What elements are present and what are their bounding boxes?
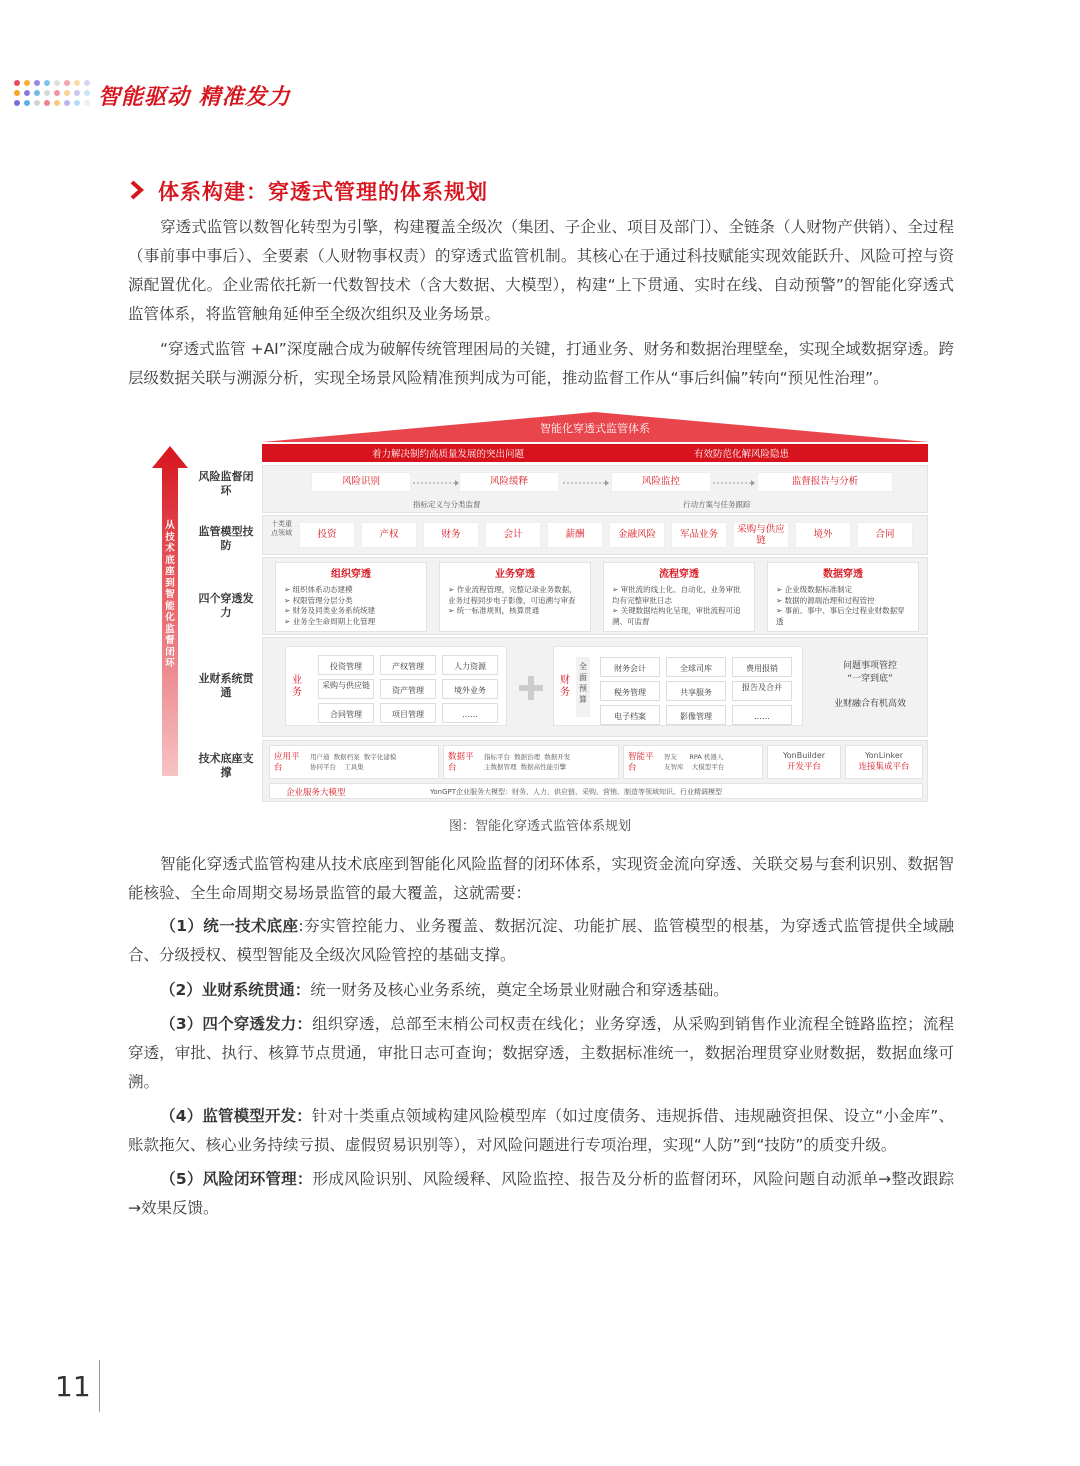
- paragraph-5: [128, 976, 954, 1005]
- tech-yonbuilder: [767, 745, 841, 779]
- page-divider: [99, 1360, 100, 1412]
- loop-step: 风险缓释: [459, 472, 559, 492]
- brand-dot: [64, 90, 70, 96]
- brand-dot: [84, 100, 90, 106]
- paragraph-1-text: 穿透式监管以数智化转型为引擎，构建覆盖全级次（集团、子企业、项目及部门）、全链条（人财物产供销）、全过程（事前事中事后）、全要素（人财物事权责）的穿透式监管机制。其核心在于通过科技赋能实现效能跃升、风险可控与资源配置优化。企业需依托新一代数智技术（含大数据、大模型），构建“上下贯通、实时在线、自动预警”的智能化穿透式监管体系，将监管触角延伸至全级次组织及业务场景。: [128, 218, 954, 323]
- domain-chip: 采购与供应链: [733, 522, 789, 548]
- page-number: 11: [55, 1370, 91, 1403]
- brand-dot: [44, 80, 50, 86]
- pillar-title: 组织穿透: [331, 569, 371, 580]
- item-label: （4）监管模型开发：: [160, 1107, 312, 1125]
- system-item: 全球司库: [666, 657, 726, 677]
- paragraph-6: [128, 1010, 954, 1097]
- chevron-right-icon: [128, 180, 146, 200]
- item-label: （3）四个穿透发力：: [160, 1015, 313, 1033]
- tech-name: 数据平台: [448, 752, 474, 773]
- row-label-tech: 技术底座支撑: [198, 752, 254, 779]
- brand-dots-logo: [14, 80, 92, 110]
- brand-dot: [24, 100, 30, 106]
- tech-name: YonLinker: [864, 751, 904, 760]
- paragraph-3-text: 智能化穿透式监管构建从技术底座到智能化风险监督的闭环体系，实现资金流向穿透、关联交易与套利识别、数据智能核验、全生命周期交易场景监管的最大覆盖，这就需要：: [128, 855, 954, 902]
- brand-dot: [44, 90, 50, 96]
- arrow-right-icon: [563, 480, 609, 486]
- pillar-text: ➢ 审批流的线上化、自动化，业务审批均有完整审批日志 ➢ 关键数据结构化呈现，审批流程可追溯、可监督: [612, 585, 741, 626]
- brand-dot: [14, 80, 20, 86]
- section-title: 体系构建：穿透式管理的体系规划: [158, 180, 488, 204]
- system-item: 费用报销: [732, 657, 792, 677]
- brand-dot: [74, 90, 80, 96]
- fin-budget: 全面预算: [576, 657, 590, 717]
- domain-chip: 薪酬: [547, 522, 603, 548]
- pillar-data: [767, 562, 919, 632]
- biz-label: 业务: [292, 675, 302, 698]
- brand-dot: [84, 90, 90, 96]
- brand-dot: [54, 80, 60, 86]
- loop-note: 指标定义与分类监督: [413, 500, 481, 509]
- system-item: 合同管理: [318, 703, 374, 723]
- pillar-flow: [603, 562, 755, 632]
- fin-label: 财务: [560, 675, 570, 698]
- loop-step: 监督报告与分析: [757, 472, 893, 492]
- tech-sub: 开发平台: [786, 762, 821, 772]
- pillar-text: ➢ 企业级数据标准制定 ➢ 数据的源端治理和过程管控 ➢ 事前、事中、事后全过程业财数据穿透: [776, 585, 905, 626]
- brand-dot: [14, 100, 20, 106]
- system-item: 报告及合并: [732, 681, 792, 701]
- pillar-text: ➢ 作业流程管理，完整记录业务数据，业务过程同步电子影像，可追溯与审查 ➢ 统一标准规则，核算贯通: [448, 585, 577, 615]
- paragraph-4: [128, 912, 954, 970]
- risk-loop-row: [262, 465, 928, 513]
- paragraph-7: [128, 1102, 954, 1160]
- system-item: 税务管理: [600, 681, 660, 701]
- brand-dot: [44, 100, 50, 106]
- tech-sub: 连接集成平台: [858, 762, 910, 772]
- brand-dot: [14, 90, 20, 96]
- brand-dot: [84, 80, 90, 86]
- tech-app-platform: [269, 745, 439, 779]
- system-item: 投资管理: [318, 655, 374, 675]
- model-text: YonGPT企业服务大模型：财务、人力、供应链、采购、营销、制造等领域知识、行业精调模型: [430, 788, 722, 796]
- system-item: 采购与供应链: [318, 679, 374, 699]
- loop-step: 风险识别: [311, 472, 411, 492]
- tech-items: 用户通 数据档案 数字化建模 协同平台 工具集: [310, 753, 397, 771]
- brand-dot: [54, 100, 60, 106]
- brand-dot: [54, 90, 60, 96]
- brand-dot: [34, 80, 40, 86]
- domain-chip: 合同: [857, 522, 913, 548]
- paragraph-2-text: “穿透式监管 +AI”深度融合成为破解传统管理困局的关键，打通业务、财务和数据治理壁垒，实现全域数据穿透。跨层级数据关联与溯源分析，实现全场景风险精准预判成为可能，推动监督工作从“事后纠偏”转向“预见性治理”。: [128, 340, 954, 387]
- item-label: （5）风险闭环管理：: [160, 1170, 313, 1188]
- pillar-biz: [439, 562, 591, 632]
- banner-right-text: 有效防范化解风险隐患: [694, 449, 790, 460]
- system-item: ……: [732, 705, 792, 725]
- biz-fin-row: [262, 637, 928, 737]
- diagram-goal-banner: [262, 444, 928, 462]
- item-label: （1）统一技术底座: [160, 917, 299, 935]
- tech-name: 应用平台: [274, 752, 300, 773]
- paragraph-2: [128, 335, 954, 393]
- system-item: 产权管理: [380, 655, 436, 675]
- item-text: 形成风险识别、风险缓释、风险监控、报告及分析的监督闭环，风险问题自动派单→整改跟踪→效果反馈。: [128, 1170, 954, 1217]
- system-item: 项目管理: [380, 703, 436, 723]
- brand-dot: [24, 90, 30, 96]
- ten-domains-label: 十类重点领域: [271, 520, 292, 537]
- brand-dot: [64, 100, 70, 106]
- brand-dot: [34, 90, 40, 96]
- paragraph-3: [128, 850, 954, 908]
- domain-chip: 投资: [299, 522, 355, 548]
- item-text: 组织穿透，总部至末梢公司权责在线化；业务穿透，从采购到销售作业流程全链路监控；流程穿透，审批、执行、核算节点贯通，审批日志可查询；数据穿透，主数据标准统一，数据治理贯穿业财数据，数据血缘可溯。: [128, 1015, 954, 1091]
- item-label: （2）业财系统贯通：: [160, 981, 311, 999]
- model-label: 企业服务大模型: [286, 788, 346, 798]
- figure-caption: 图：智能化穿透式监管体系规划: [448, 819, 631, 834]
- right-note: 问题事项管控: [842, 661, 897, 671]
- domain-chip: 产权: [361, 522, 417, 548]
- arrow-right-icon: [713, 480, 755, 486]
- system-item: 财务会计: [600, 657, 660, 677]
- pillar-title: 业务穿透: [495, 569, 535, 580]
- enterprise-model-bar: [269, 783, 923, 799]
- pillar-title: 流程穿透: [659, 569, 699, 580]
- system-item: 影像管理: [666, 705, 726, 725]
- brand-dot: [34, 100, 40, 106]
- item-text: :夯实管控能力、业务覆盖、数据沉淀、功能扩展、监管模型的根基，为穿透式监管提供全域融合、分级授权、模型智能及全级次风险管控的基础支撑。: [128, 917, 954, 964]
- tech-base-row: [262, 740, 928, 802]
- plus-icon: [519, 676, 543, 700]
- tech-name: YonBuilder: [782, 751, 826, 760]
- brand-dot: [24, 80, 30, 86]
- brand-dot: [64, 80, 70, 86]
- tech-yonlinker: [845, 745, 923, 779]
- diagram-top-title: 智能化穿透式监管体系: [540, 422, 650, 435]
- system-item: 人力资源: [442, 655, 498, 675]
- brand-dot: [74, 80, 80, 86]
- domain-chip: 金融风险: [609, 522, 665, 548]
- biz-systems: [285, 646, 507, 726]
- brand-slogan: 智能驱动 精准发力: [98, 85, 291, 110]
- pillar-text: ➢ 组织体系动态建模 ➢ 权限管理分层分类 ➢ 财务及同类业务系统统建 ➢ 业务全生命周期上化管理: [284, 585, 376, 626]
- pillar-title: 数据穿透: [823, 569, 863, 580]
- system-item: 共享服务: [666, 681, 726, 701]
- pillar-org: [275, 562, 427, 632]
- right-note: 业财融合有机高效: [833, 699, 906, 709]
- loop-step: 风险监控: [611, 472, 711, 492]
- item-text: 针对十类重点领域构建风险模型库（如过度债务、违规拆借、违规融资担保、设立“小金库”、账款拖欠、核心业务持续亏损、虚假贸易识别等），对风险问题进行专项治理，实现“人防”到“技防”的质变升级。: [128, 1107, 954, 1154]
- arrow-right-icon: [413, 480, 459, 486]
- tech-items: 智友 RPA 机器人 友智库 大模型平台: [664, 753, 725, 771]
- paragraph-8: [128, 1165, 954, 1223]
- domain-chip: 军品业务: [671, 522, 727, 548]
- banner-left-text: 着力解决制约高质量发展的突出问题: [372, 449, 525, 460]
- domain-chip: 财务: [423, 522, 479, 548]
- fin-systems: [553, 646, 803, 726]
- right-notes: [815, 660, 925, 711]
- brand-dot: [74, 100, 80, 106]
- loop-note: 行动方案与任务跟踪: [683, 500, 751, 509]
- tech-data-platform: [443, 745, 619, 779]
- system-item: ……: [442, 703, 498, 723]
- row-label-risk-loop: 风险监督闭环: [198, 470, 254, 497]
- domain-chip: 境外: [795, 522, 851, 548]
- tech-name: 智能平台: [628, 752, 654, 773]
- four-penetration-row: [262, 557, 928, 635]
- right-note: “一穿到底”: [847, 674, 893, 684]
- tech-ai-platform: [623, 745, 763, 779]
- system-item: 境外业务: [442, 679, 498, 699]
- system-item: 电子档案: [600, 705, 660, 725]
- row-label-model: 监管模型技防: [198, 525, 254, 552]
- system-item: 资产管理: [380, 679, 436, 699]
- paragraph-1: [128, 213, 954, 329]
- domain-chip: 会计: [485, 522, 541, 548]
- row-label-four-pen: 四个穿透发力: [198, 592, 254, 619]
- tech-items: 指标平台 数据治理 数据开发 主数据管理 数据高性能引擎: [484, 753, 571, 771]
- ten-domains-row: [262, 515, 928, 555]
- item-text: 统一财务及核心业务系统，奠定全场景业财融合和穿透基础。: [310, 981, 729, 999]
- side-vertical-label: 从技术底座到智能化监督闭环: [165, 520, 175, 669]
- row-label-biz-fin: 业财系统贯通: [198, 672, 254, 699]
